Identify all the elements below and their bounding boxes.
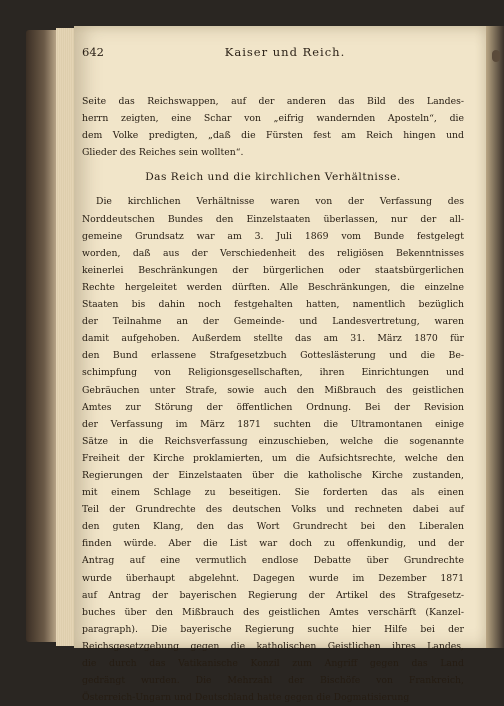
- text-line: den guten Klang, den das Wort Grundrecht bei den Liberalen: [82, 521, 464, 533]
- text-line: Staaten bis dahin noch festgehalten hatten, namentlich bezüglich: [82, 299, 464, 311]
- text-line: Antrag auf eine vermutlich endlose Debatte über Grundrechte: [82, 555, 464, 567]
- text-line: mit einem Schlage zu beseitigen. Sie forderten das als einen: [82, 487, 464, 499]
- text-line: auf Antrag der bayerischen Regierung der Artikel des Strafgesetz-: [82, 589, 464, 601]
- text-line: finden würde. Aber die List war doch zu offenkundig, und der: [82, 538, 464, 550]
- text-line: Norddeutschen Bundes den Einzelstaaten überlassen, nur der all-: [82, 213, 464, 225]
- text-line: gemeine Grundsatz war am 3. Juli 1869 vom Bunde festgelegt: [82, 230, 464, 242]
- text-line: die durch das Vatikanische Konzil zum Angriff gegen das Land: [82, 658, 464, 669]
- text-line: Freiheit der Kirche proklamierten, um die Aufsichtsrechte, welche den: [82, 452, 464, 464]
- paragraph-1: [82, 93, 464, 161]
- text-line: Gebräuchen unter Strafe, sowie auch den Mißbrauch des geistlichen: [82, 384, 464, 396]
- text-line: keinerlei Beschränkungen der bürgerlichen oder staatsbürgerlichen: [82, 264, 464, 276]
- text-line: Seite das Reichswappen, auf der anderen das Bild des Landes-: [82, 96, 464, 107]
- text-line: Reichsgesetzgebung gegen die katholischen Geistlichen ihres Landes,: [82, 640, 464, 652]
- text-line: wurde überhaupt abgelehnt. Dagegen wurde im Dezember 1871: [82, 572, 464, 584]
- page-number: 642: [82, 45, 104, 59]
- paragraph-2: [82, 193, 464, 706]
- text-line: schimpfung von Religionsgesellschaften, ihren Einrichtungen und: [82, 367, 464, 379]
- text-line: Rechte hergeleitet werden dürften. Alle Beschränkungen, die einzelne: [82, 281, 464, 293]
- body-text: [82, 93, 464, 706]
- text-line: Sätze in die Reichsverfassung einzuschieben, welche die sogenannte: [82, 435, 464, 447]
- text-line: buches über den Mißbrauch des geistlichen Amtes verschärft (Kanzel-: [82, 606, 464, 618]
- text-line: der Teilnahme an der Gemeinde- und Landesvertretung, waren: [82, 316, 464, 328]
- text-line: der Verfassung im März 1871 suchten die Ultramontanen einige: [82, 418, 464, 430]
- text-line: herrn zeigten, eine Schar von „eifrig wandernden Aposteln“, die: [82, 113, 464, 125]
- text-line: den Bund erlassene Strafgesetzbuch Gotteslästerung und die Be-: [82, 350, 464, 362]
- text-line: Amtes zur Störung der öffentlichen Ordnung. Bei der Revision: [82, 401, 464, 413]
- text-line: Die kirchlichen Verhältnisse waren von der Verfassung des: [96, 196, 464, 208]
- text-line: Teil der Grundrechte des deutschen Volks und rechneten dabei auf: [82, 504, 464, 516]
- running-head: Kaiser und Reich.: [224, 45, 346, 59]
- thumb-mark: [492, 50, 500, 62]
- text-line: gedrängt wurden. Die Mehrzahl der Bischöfe von Frankreich,: [82, 675, 464, 687]
- facing-page-edge: [486, 26, 504, 648]
- page-header: [82, 45, 488, 63]
- text-line: dem Volke predigten, „daß die Fürsten fest am Reich hingen und: [82, 130, 464, 142]
- text-line: Österreich-Ungarn und Deutschland hatte gegen die Dogmatisierung: [82, 692, 410, 704]
- text-line: worden, daß aus der Verschiedenheit des religiösen Bekenntnisses: [82, 247, 464, 259]
- text-line: Regierungen der Einzelstaaten über die katholische Kirche zustanden,: [82, 469, 464, 481]
- section-heading: Das Reich und die kirchlichen Verhältnisse.: [145, 171, 401, 184]
- text-line: damit aufgehoben. Außerdem stellte das am 31. März 1870 für: [82, 333, 464, 345]
- text-line: paragraph). Die bayerische Regierung suchte hier Hilfe bei der: [82, 623, 464, 635]
- text-line: Glieder des Reiches sein wollten“.: [82, 147, 244, 159]
